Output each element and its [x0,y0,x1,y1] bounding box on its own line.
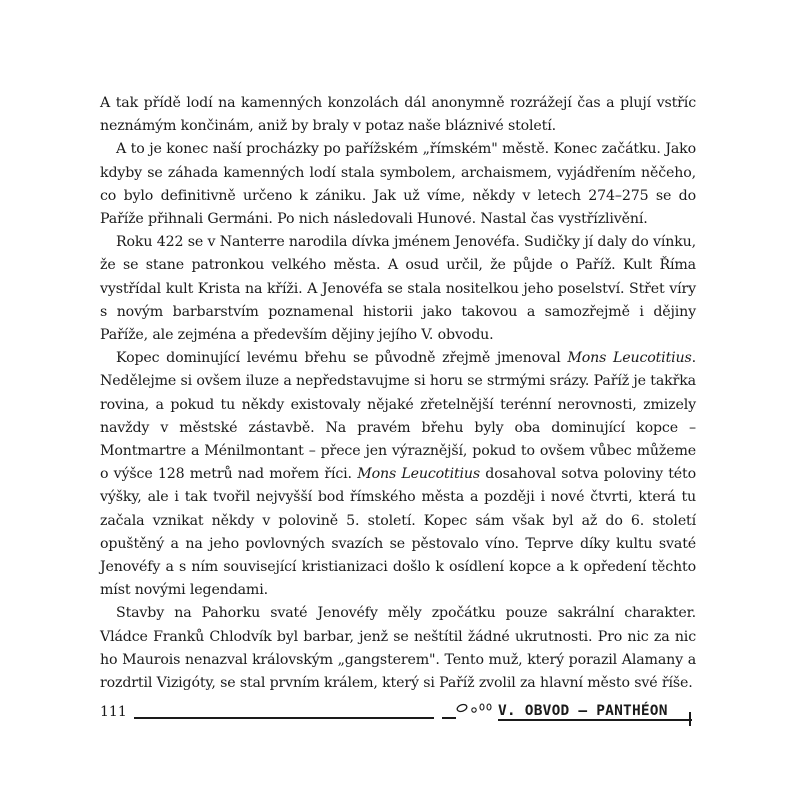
page-footer [100,700,698,730]
paragraph-4-part-2: . Nedělejme si ovšem iluze a nepředstavujme si horu se strmými srázy. Paříž je takřka rovina, a pokud tu někdy existovaly nějaké zřetelnější terénní nerovnosti, zmizely navždy v městské zástavbě. Na pravém břehu byly oba dominující kopce – Montmartre a Ménilmontant – přece jen výraznější, pokud to ovšem vůbec můžeme o výšce 128 metrů nad mořem říci. [100,350,697,483]
paragraph-4 [100,347,696,602]
paragraph-2: A to je konec naší procházky po pařížském „římském" městě. Konec začátku. Jako kdyby se záhada kamenných lodí stala symbolem, archaismem, vyjádřením něčeho, co bylo definitivně určeno k zániku. Jak už víme, někdy v letech 274–275 se do Paříže přihnali Germáni. Po nich následovali Hunové. Nastal čas vystřízlivění. [100,141,696,228]
paragraph-5: Stavby na Pahorku svaté Jenovéfy měly zpočátku pouze sakrální charakter. Vládce Franků Chlodvík byl barbar, jenž se neštítil žádné ukrutnosti. Pro nic za nic ho Maurois nenazval královským „gangsterem". Tento muž, který porazil Alamany a rozdrtil Vizigóty, se stal prvním králem, který si Paříž zvolil za hlavní město své říše. [100,605,696,692]
running-head-underline [498,719,692,721]
running-head: V. OBVOD – PANTHÉON [498,703,668,719]
footer-rule [134,717,434,719]
paragraph-1: A tak přídě lodí na kamenných konzolách dál anonymně rozrážejí čas a plují vstříc neznámým končinám, aniž by braly v potaz naše bláznivé století. [100,95,696,135]
paragraph-3: Roku 422 se v Nanterre narodila dívka jménem Jenovéfa. Sudičky jí daly do vínku, že se stane patronkou velkého města. A osud určil, že půjde o Paříž. Kult Říma vystřídal kult Krista na kříži. A Jenovéfa se stala nositelkou jeho poselství. Střet víry s novým barbarstvím poznamenal historii jako takovou a samozřejmě i dějiny Paříže, ale zejména a především dějiny jejího V. obvodu. [100,234,696,344]
footer-tick-mark [689,712,691,726]
page-body [100,92,696,695]
page-number: 111 [100,704,127,720]
paragraph-4-part-1: Kopec dominující levému břehu se původně zřejmě jmenoval [116,350,568,367]
latin-name-2: Mons Leucotitius [357,466,481,483]
bubbles-ornament-icon [452,700,496,720]
latin-name-1: Mons Leucotitius [567,350,692,367]
paragraph-4-part-3: dosahoval sotva poloviny této výšky, ale i tak tvořil nejvyšší bod římského města a později i nové čtvrti, která tu začala vznikat někdy v polovině 5. století. Kopec sám však byl až do 6. století opuštěný a na jeho povlovných svazích se pěstovalo víno. Teprve díky kultu svaté Jenovéfy a s ním související kristianizaci došlo k osídlení kopce a k opředení těchto míst novými legendami. [100,466,696,599]
